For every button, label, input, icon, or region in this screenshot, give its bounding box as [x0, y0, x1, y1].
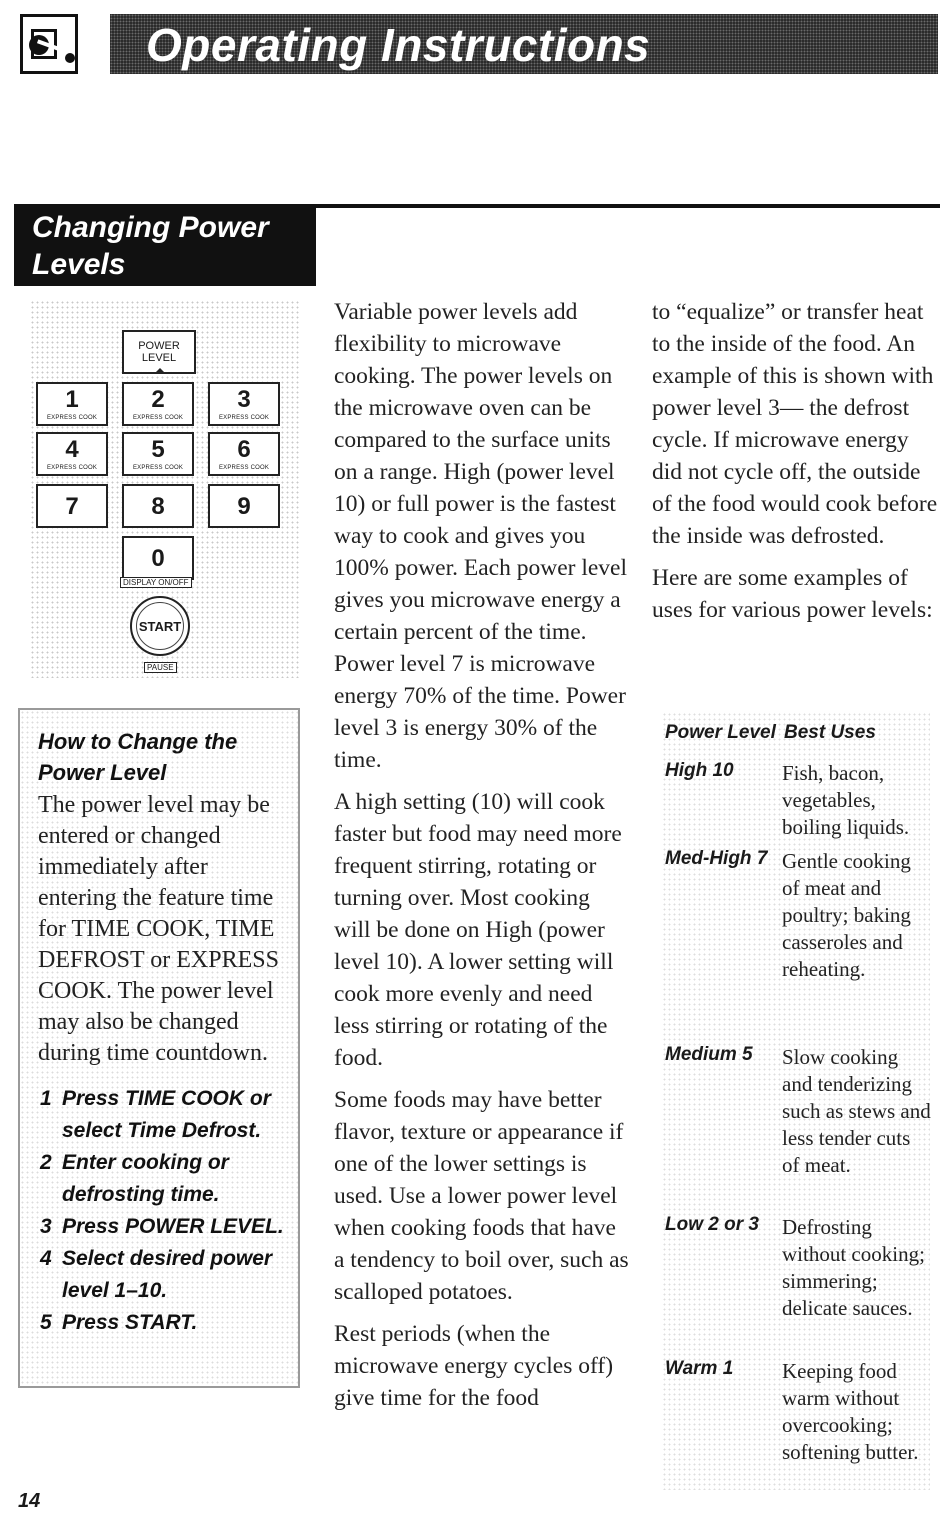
how-to-title: How to Change the Power Level	[38, 729, 238, 785]
key-4: 4 EXPRESS COOK	[36, 432, 108, 476]
key-6: 6 EXPRESS COOK	[208, 432, 280, 476]
body-paragraph: Rest periods (when the microwave energy cycles off) give time for the food	[334, 1321, 614, 1411]
section-title: Changing Power Levels	[32, 211, 269, 281]
body-paragraph: Some foods may have better flavor, texture or appearance if one of the lower settings is used. Use a lower power level when cooking foods that have a tendency to boil over, such as scalloped potatoes.	[334, 1087, 629, 1305]
pause-tag: PAUSE	[144, 662, 177, 673]
body-paragraph: Variable power levels add flexibility to microwave cooking. The power levels on the microwave oven can be compared to the surface units on a range. High (power level 10) or full power is the fastest way to cook and gives you 100% power. Each power level gives you microwave energy a certain percent of the time. Power level 7 is microwave energy 70% of the time. Power level 3 is energy 30% of the time.	[334, 299, 627, 773]
key-0: 0	[122, 536, 194, 580]
key-9: 9	[208, 484, 280, 528]
key-7: 7	[36, 484, 108, 528]
power-level-table: Power Level Best Uses High 10 Fish, bacon, vegetables, boiling liquids. Med-High 7 Gentle cooking of meat and poultry; baking casseroles and reheating. Medium 5 Slow cooking and tenderizing such as stews and less tender cuts of meat. Low 2 or 3 Defrosting without cooking; simmering; delicate sauces. Warm 1 Keeping food warm without overcooking; softening butter.	[662, 712, 930, 1490]
body-paragraph: A high setting (10) will cook faster but food may need more frequent stirring, rotating or turning over. Most cooking will be done on High (power level 10). A lower setting will cook more evenly and need less stirring or rotating of the food.	[334, 789, 622, 1071]
page-number: 14	[18, 1490, 41, 1512]
how-to-steps	[38, 1083, 284, 1339]
keypad-illustration	[30, 300, 300, 678]
start-key: START	[130, 596, 190, 656]
display-on-off-tag: DISPLAY ON/OFF	[120, 577, 192, 588]
section-rule	[316, 204, 940, 208]
power-level-key-label: POWER LEVEL	[138, 340, 180, 364]
how-to-box	[18, 708, 300, 1388]
step-item: 1 Press TIME COOK or select Time Defrost.	[40, 1087, 271, 1142]
body-column-1	[334, 296, 630, 1424]
header-banner	[110, 14, 938, 74]
table-header-level: Power Level	[665, 722, 776, 743]
step-item: 2 Enter cooking or defrosting time.	[40, 1151, 229, 1206]
step-item: 5 Press START.	[40, 1311, 198, 1334]
key-8: 8	[122, 484, 194, 528]
table-header-uses: Best Uses	[784, 722, 876, 743]
key-2: 2 EXPRESS COOK	[122, 382, 194, 426]
key-3: 3 EXPRESS COOK	[208, 382, 280, 426]
section-header	[14, 204, 316, 286]
how-to-intro: The power level may be entered or changed immediately after entering the feature time for TIME COOK, TIME DEFROST or EXPRESS COOK. The power level may also be changed during time countdown.	[38, 792, 279, 1066]
body-paragraph: to “equalize” or transfer heat to the inside of the food. An example of this is shown with power level 3— the defrost cycle. If microwave energy did not cycle off, the outside of the food would cook before the inside was defrosted.	[652, 299, 938, 549]
key-1: 1 EXPRESS COOK	[36, 382, 108, 426]
power-level-key	[122, 330, 196, 374]
step-item: 3 Press POWER LEVEL.	[40, 1215, 284, 1238]
key-5: 5 EXPRESS COOK	[122, 432, 194, 476]
body-column-2	[652, 296, 944, 636]
body-paragraph: Here are some examples of uses for various power levels:	[652, 565, 933, 623]
microwave-oven-icon	[20, 14, 78, 74]
page-title: Operating Instructions	[146, 19, 651, 71]
step-item: 4 Select desired power level 1–10.	[40, 1247, 273, 1302]
